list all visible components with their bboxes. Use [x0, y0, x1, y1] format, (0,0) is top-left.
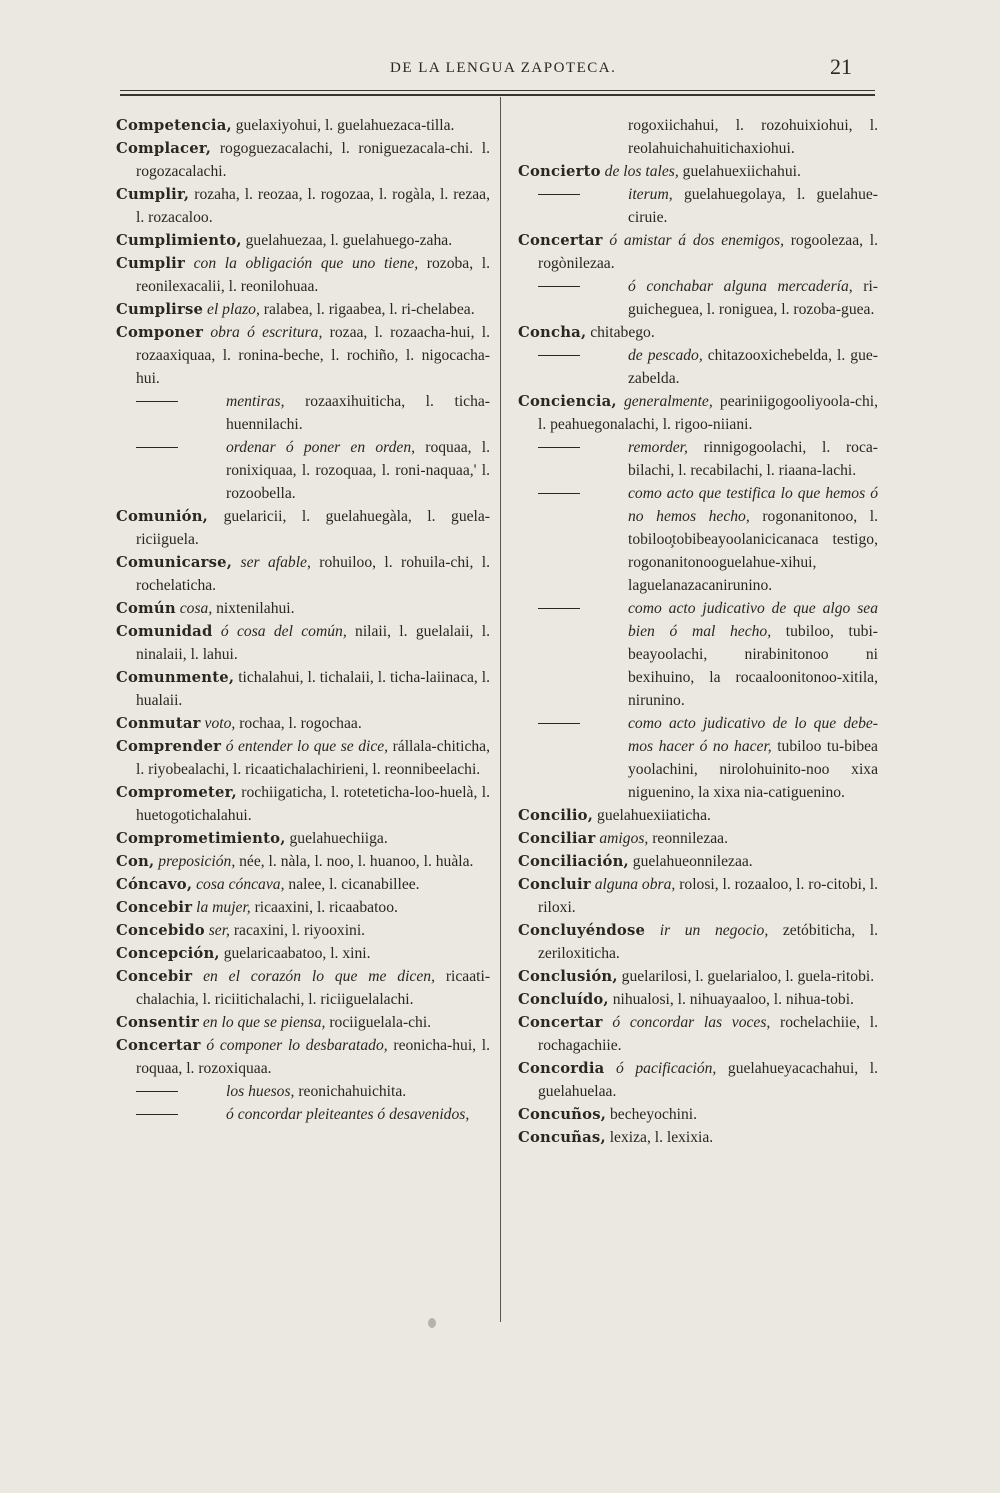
definition: née, l. nàla, l. noo, l. huanoo, l. huàla. [239, 853, 474, 870]
headword: Concuños, [518, 1106, 607, 1123]
definition: rochiigaticha, l. roteteticha-loo-huelà, l. huetogotichalahui. [136, 784, 490, 824]
page-header [110, 54, 880, 94]
dictionary-entry [116, 712, 490, 735]
dictionary-entry [518, 114, 878, 160]
repeat-dash [538, 286, 580, 287]
ink-smudge [428, 1318, 436, 1328]
dictionary-entry [518, 873, 878, 919]
headword: Comunicarse, [116, 554, 233, 571]
definition: zetóbiticha, l. zeriloxiticha. [538, 922, 879, 962]
sub-entry [518, 597, 878, 712]
qualifier: preposición, [158, 853, 236, 870]
qualifier: en lo que se piensa, [202, 1014, 326, 1031]
qualifier: alguna obra, [594, 876, 676, 893]
qualifier: con la obligación que uno tiene, [193, 255, 419, 272]
definition: rinnigogoolachi, l. roca-bilachi, l. recabilachi, l. riaana-lachi. [628, 439, 878, 479]
headword: Concluído, [518, 991, 609, 1008]
definition: nihualosi, l. nihuayaaloo, l. nihua-tobi. [612, 991, 854, 1008]
definition: chitazooxichebelda, l. gue-zabelda. [628, 347, 878, 387]
qualifier: ó concordar pleiteantes ó desavenidos, [226, 1106, 470, 1123]
definition: guelahueyacachahui, l. guelahuelaa. [538, 1060, 878, 1100]
headword: Concierto [518, 163, 601, 180]
dictionary-entry [116, 505, 490, 551]
dictionary-entry [518, 1126, 878, 1149]
headword: Concepción, [116, 945, 220, 962]
dictionary-entry [518, 850, 878, 873]
qualifier: ó componer lo desbaratado, [206, 1037, 388, 1054]
repeat-dash [136, 401, 178, 402]
repeat-dash [538, 493, 580, 494]
dictionary-entry [116, 666, 490, 712]
sub-entry [116, 1103, 490, 1126]
dictionary-entry [116, 252, 490, 298]
qualifier: ó conchabar alguna mercadería, [628, 278, 853, 295]
qualifier: ó cosa del común, [220, 623, 347, 640]
dictionary-entry [116, 896, 490, 919]
definition: rogoguezacalachi, l. roniguezacala-chi. l. rogozacalachi. [136, 140, 490, 180]
definition: tubiloo, tubi-beayoolachi, nirabinitonoo ni bexihuino, la rocaaloonitonoo-xitila, nirunino. [628, 623, 878, 709]
qualifier: ordenar ó poner en orden, [226, 439, 416, 456]
definition: guelahuegolaya, l. guelahue-ciruie. [628, 186, 878, 226]
definition: reonicha-hui, l. roquaa, l. rozoxiquaa. [136, 1037, 491, 1077]
dictionary-entry [116, 229, 490, 252]
definition: tichalahui, l. tichalaii, l. ticha-laiinaca, l. hualaii. [136, 669, 490, 709]
headword: Conmutar [116, 715, 201, 732]
sub-entry [116, 390, 490, 436]
qualifier: como acto que testifica lo que hemos ó no hemos hecho, [628, 485, 878, 525]
headword: Cumplimiento, [116, 232, 242, 249]
dictionary-entry [116, 321, 490, 390]
headword: Comunión, [116, 508, 209, 525]
headword: Consentir [116, 1014, 199, 1031]
qualifier: el plazo, [207, 301, 260, 318]
definition: guelahuechiiga. [289, 830, 388, 847]
headword: Componer [116, 324, 204, 341]
definition: rozaaxihuiticha, l. ticha-huennilachi. [226, 393, 490, 433]
qualifier: amigos, [599, 830, 649, 847]
sub-entry [518, 436, 878, 482]
headword: Común [116, 600, 176, 617]
dictionary-entry [116, 551, 490, 597]
qualifier: ó concordar las voces, [612, 1014, 771, 1031]
qualifier: ser afable, [240, 554, 311, 571]
qualifier: ir un negocio, [659, 922, 769, 939]
dictionary-entry [518, 804, 878, 827]
headword: Concebir [116, 968, 193, 985]
headword: Cumplir [116, 255, 185, 272]
dictionary-entry [116, 850, 490, 873]
qualifier: cosa cóncava, [196, 876, 285, 893]
dictionary-entry [116, 919, 490, 942]
qualifier: como acto judicativo de lo que debe-mos hacer ó no hacer, [628, 715, 878, 755]
definition: tubiloo tu-bibea yoolachini, nirolohuinito-noo xixa niguenino, la xixa nia-catiguenino. [628, 738, 878, 801]
dictionary-entry [518, 919, 878, 965]
dictionary-entry [116, 1011, 490, 1034]
repeat-dash [136, 1091, 178, 1092]
definition: guelaricii, l. guelahuegàla, l. guela-riciiguela. [136, 508, 490, 548]
headword: Con, [116, 853, 155, 870]
definition: guelarilosi, l. guelarialoo, l. guela-ritobi. [621, 968, 875, 985]
definition: ralabea, l. rigaabea, l. ri-chelabea. [263, 301, 475, 318]
headword: Concluyéndose [518, 922, 646, 939]
dictionary-entry [518, 229, 878, 275]
page-number: 21 [830, 54, 852, 79]
headword: Cumplirse [116, 301, 204, 318]
header-rule-thick [120, 94, 875, 96]
definition: rogoolezaa, l. rogònilezaa. [538, 232, 878, 272]
dictionary-entry [116, 735, 490, 781]
qualifier: en el corazón lo que me dicen, [203, 968, 435, 985]
qualifier: ó amistar á dos enemigos, [609, 232, 784, 249]
headword: Concilio, [518, 807, 594, 824]
headword: Concha, [518, 324, 587, 341]
definition: peariniigogooliyoola-chi, l. peahuegonalachi, l. rigoo-niiani. [538, 393, 878, 433]
dictionary-entry [116, 137, 490, 183]
definition: guelaricaabatoo, l. xini. [223, 945, 371, 962]
headword: Concebido [116, 922, 205, 939]
sub-entry [518, 344, 878, 390]
dictionary-entry [116, 1034, 490, 1080]
definition: rolosi, l. rozaaloo, l. ro-citobi, l. riloxi. [538, 876, 878, 916]
definition: reonnilezaa. [652, 830, 728, 847]
dictionary-entry [518, 160, 878, 183]
sub-entry [116, 1080, 490, 1103]
repeat-dash [538, 447, 580, 448]
dictionary-entry [116, 827, 490, 850]
headword: Concertar [116, 1037, 201, 1054]
definition: nixtenilahui. [216, 600, 295, 617]
definition: guelahuexiiaticha. [597, 807, 711, 824]
headword: Comprender [116, 738, 222, 755]
qualifier: obra ó escritura, [210, 324, 323, 341]
headword: Comunidad [116, 623, 213, 640]
dictionary-entry [116, 183, 490, 229]
dictionary-entry [116, 597, 490, 620]
dictionary-entry [518, 965, 878, 988]
qualifier: ser, [208, 922, 230, 939]
sub-entry [116, 436, 490, 505]
definition: guelaxiyohui, l. guelahuezaca-tilla. [235, 117, 455, 134]
qualifier: cosa, [179, 600, 213, 617]
dictionary-entry [116, 873, 490, 896]
dictionary-entry [518, 390, 878, 436]
definition: ricaaxini, l. ricaabatoo. [254, 899, 398, 916]
qualifier: de pescado, [628, 347, 703, 364]
qualifier: la mujer, [196, 899, 251, 916]
definition: guelahueonnilezaa. [632, 853, 753, 870]
headword: Cumplir, [116, 186, 190, 203]
headword: Complacer, [116, 140, 212, 157]
dictionary-entry [518, 321, 878, 344]
dictionary-entry [518, 1057, 878, 1103]
dictionary-entry [116, 942, 490, 965]
definition: racaxini, l. riyooxini. [233, 922, 366, 939]
dictionary-entry [518, 988, 878, 1011]
headword: Conciencia, [518, 393, 617, 410]
definition: rállala-chiticha, l. riyobealachi, l. ricaatichalachirieni, l. reonnibeelachi. [136, 738, 490, 778]
dictionary-entry [518, 827, 878, 850]
repeat-dash [538, 194, 580, 195]
qualifier: mentiras, [226, 393, 285, 410]
headword: Comprometer, [116, 784, 237, 801]
headword: Conciliación, [518, 853, 629, 870]
definition: rogoxiichahui, l. rozohuixiohui, l. reolahuichahuitichaxiohui. [628, 117, 878, 157]
running-title: DE LA LENGUA ZAPOTECA. [390, 60, 617, 76]
qualifier: iterum, [628, 186, 673, 203]
definition: rozaha, l. reozaa, l. rogozaa, l. rogàla, l. rezaa, l. rozacaloo. [136, 186, 491, 226]
right-column [518, 114, 878, 1149]
definition: reonichahuichita. [298, 1083, 407, 1100]
headword: Cóncavo, [116, 876, 193, 893]
dictionary-entry [116, 781, 490, 827]
headword: Concuñas, [518, 1129, 606, 1146]
repeat-dash [136, 447, 178, 448]
qualifier: como acto judicativo de que algo sea bien ó mal hecho, [628, 600, 878, 640]
definition: guelahuezaa, l. guelahuego-zaha. [245, 232, 453, 249]
dictionary-entry [116, 298, 490, 321]
headword: Concebir [116, 899, 193, 916]
repeat-dash [136, 1114, 178, 1115]
repeat-dash [538, 608, 580, 609]
dictionary-entry [518, 1103, 878, 1126]
sub-entry [518, 275, 878, 321]
repeat-dash [538, 723, 580, 724]
definition: rociiguelala-chi. [329, 1014, 432, 1031]
definition: lexiza, l. lexixia. [609, 1129, 714, 1146]
headword: Conciliar [518, 830, 596, 847]
qualifier: los huesos, [226, 1083, 295, 1100]
header-rule-thin [120, 90, 875, 91]
definition: guelahuexiichahui. [682, 163, 801, 180]
definition: rochelachiie, l. rochagachiie. [538, 1014, 878, 1054]
dictionary-entry [116, 620, 490, 666]
left-column [116, 114, 490, 1126]
headword: Competencia, [116, 117, 232, 134]
qualifier: ó entender lo que se dice, [225, 738, 389, 755]
definition: roquaa, l. ronixiquaa, l. rozoquaa, l. roni-naquaa,' l. rozoobella. [226, 439, 490, 502]
definition: becheyochini. [610, 1106, 698, 1123]
definition: rozaa, l. rozaacha-hui, l. rozaaxiquaa, l. ronina-beche, l. rochiño, l. nigocacha-hui. [136, 324, 490, 387]
qualifier: de los tales, [604, 163, 679, 180]
definition: nalee, l. cicanabillee. [288, 876, 420, 893]
dictionary-entry [116, 114, 490, 137]
dictionary-entry [116, 965, 490, 1011]
definition: rohuiloo, l. rohuila-chi, l. rochelaticha. [136, 554, 490, 594]
qualifier: voto, [204, 715, 236, 732]
dictionary-entry [518, 1011, 878, 1057]
headword: Conclusión, [518, 968, 618, 985]
qualifier: ó pacificación, [616, 1060, 717, 1077]
headword: Concluir [518, 876, 591, 893]
column-divider [500, 97, 501, 1322]
headword: Comunmente, [116, 669, 235, 686]
sub-entry [518, 712, 878, 804]
definition: rochaa, l. rogochaa. [239, 715, 362, 732]
definition: chitabego. [590, 324, 655, 341]
sub-entry [518, 183, 878, 229]
repeat-dash [538, 355, 580, 356]
definition: rozoba, l. reonilexacalii, l. reonilohuaa. [136, 255, 490, 295]
sub-entry [518, 482, 878, 597]
qualifier: remorder, [628, 439, 688, 456]
definition: ricaati-chalachia, l. riciitichalachi, l. riciiguelalachi. [136, 968, 491, 1008]
headword: Concertar [518, 232, 603, 249]
headword: Comprometimiento, [116, 830, 286, 847]
definition: nilaii, l. guelalaii, l. ninalaii, l. lahui. [136, 623, 490, 663]
headword: Concertar [518, 1014, 603, 1031]
definition: ri-guicheguea, l. roniguea, l. rozoba-guea. [628, 278, 878, 318]
definition: rogonanitonoo, l. tobiloo̧tobibeayoolanicicanaca testigo, rogonanitonooguelahue-xihui, laguelanazacanirunino. [628, 508, 878, 594]
qualifier: generalmente, [623, 393, 713, 410]
headword: Concordia [518, 1060, 605, 1077]
